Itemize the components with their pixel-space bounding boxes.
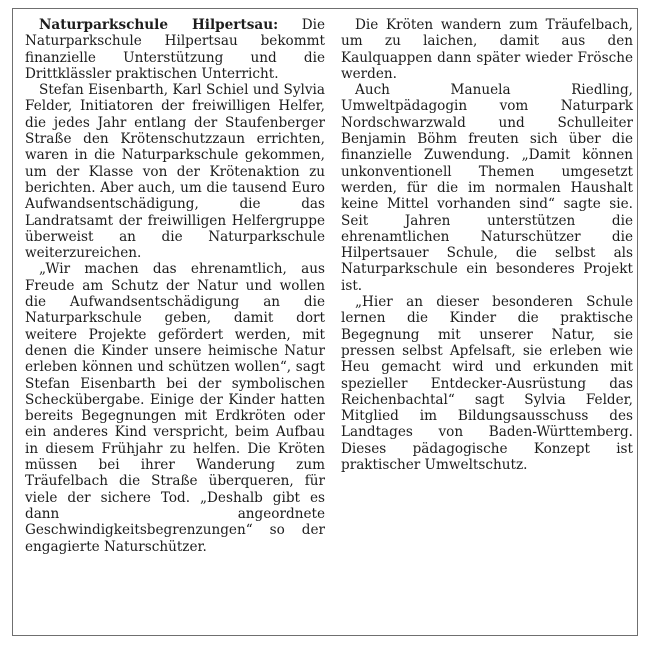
article-column-left — [25, 17, 325, 555]
article-paragraph: „Wir machen das ehrenamtlich, aus Freude am Schutz der Natur und wollen die Aufwandsentschädigung an die Naturparkschule geben, damit dort weitere Projekte gefördert werden, mit denen die Kinder unsere heimische Natur erleben können und schützen wollen“, sagt Stefan Eisenbarth bei der symbolischen Scheckübergabe. Einige der Kinder hatten bereits Begegnungen mit Erdkröten oder ein anderes Kind verspricht, beim Aufbau in diesem Frühjahr zu helfen. Die Kröten müssen bei ihrer Wanderung zum Träufelbach die Straße überqueren, für viele der sichere Tod. „Deshalb gibt es dann angeordnete Geschwindigkeitsbegrenzungen“ so der engagierte Naturschützer. — [25, 261, 325, 555]
article-lead-text: Die Naturparkschule Hilpertsau bekommt finanzielle Unterstützung und die Drittklässler praktischen Unterricht. — [25, 17, 326, 82]
article-paragraph: Auch Manuela Riedling, Umweltpädagogin vom Naturpark Nordschwarzwald und Schulleiter Benjamin Böhm freuten sich über die finanzielle Zuwendung. „Damit können unkonventionell Themen umgesetzt werden, für die im normalen Haushalt keine Mittel vorhanden sind“ sagte sie. Seit Jahren unterstützen die ehrenamtlichen Naturschützer die Hilpertsauer Schule, die selbst als Naturparkschule ein besonderes Projekt ist. — [341, 82, 633, 294]
article-paragraph: „Hier an dieser besonderen Schule lernen die Kinder die praktische Begegnung mit unserer Natur, sie pressen selbst Apfelsaft, sie erleben wie Heu gemacht wird und erkunden mit spezieller Entdecker-Ausrüstung das Reichenbachtal“ sagt Sylvia Felder, Mitglied im Bildungsausschuss des Landtages von Baden-Württemberg. Dieses pädagogische Konzept ist praktischer Umweltschutz. — [341, 294, 633, 474]
article-paragraph: Die Kröten wandern zum Träufelbach, um zu laichen, damit aus den Kaulquappen dann später wieder Frösche werden. — [341, 17, 633, 82]
article-lead-paragraph — [25, 17, 325, 82]
article-column-right — [341, 17, 633, 473]
newspaper-clipping — [12, 8, 638, 636]
article-headline: Naturparkschule Hilpertsau: — [39, 17, 279, 33]
article-paragraph: Stefan Eisenbarth, Karl Schiel und Sylvia Felder, Initiatoren der freiwilligen Helfer, die jedes Jahr entlang der Staufenberger Straße den Krötenschutzzaun errichten, waren in die Naturparkschule gekommen, um der Klasse von der Krötenaktion zu berichten. Aber auch, um die tausend Euro Aufwandsentschädigung, die das Landratsamt der freiwilligen Helfergruppe überweist an die Naturparkschule weiterzureichen. — [25, 82, 325, 262]
